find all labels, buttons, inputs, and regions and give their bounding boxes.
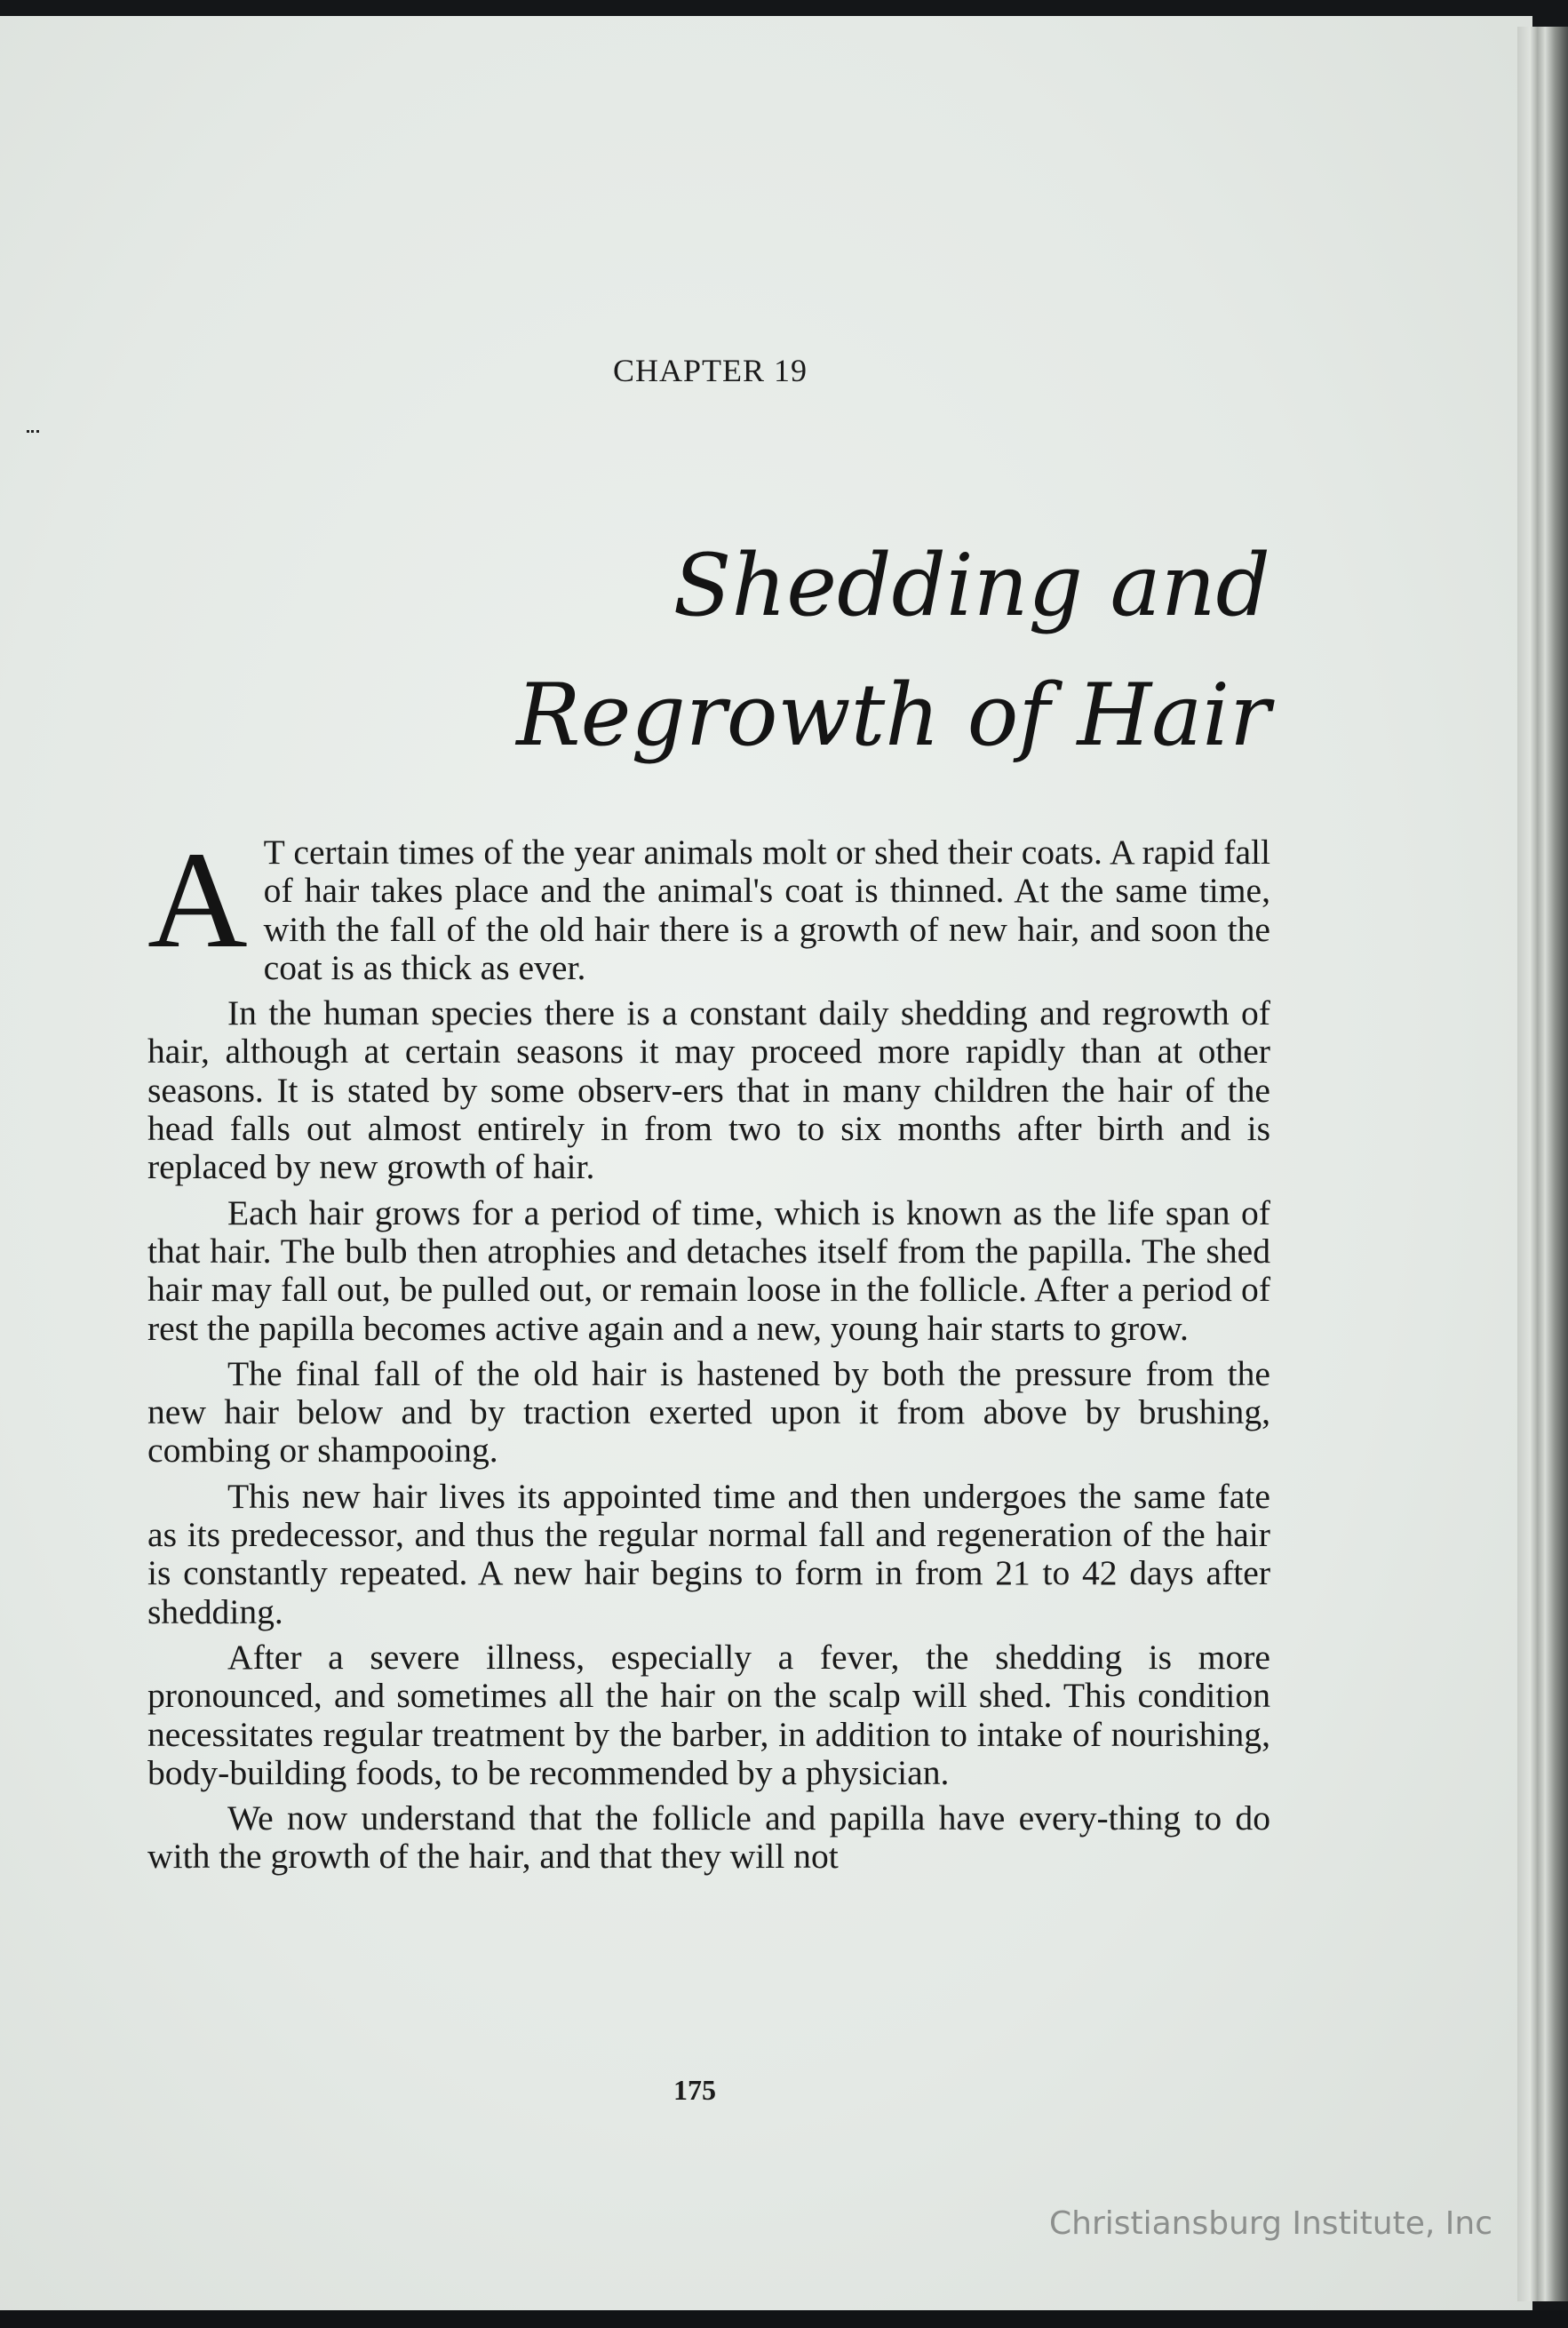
paragraph-5: This new hair lives its appointed time and then undergoes the same fate as its predecessor, and thus the regular normal fall and regeneration of the hair is constantly repeated. A new hair begins to form in from 21 to 42 days after shedding. — [147, 1476, 1270, 1631]
drop-cap: A — [147, 823, 248, 977]
watermark: Christiansburg Institute, Inc — [1048, 2205, 1492, 2242]
chapter-title-line-2: Regrowth of Hair — [516, 666, 1270, 765]
paragraph-2: In the human species there is a constant daily shedding and regrowth of hair, although at certain seasons it may proceed more rapidly than at other seasons. It is stated by some observ-ers that in many children the hair of the head falls out almost entirely in from two to six months after birth and is replaced by new growth of hair. — [147, 993, 1270, 1187]
paragraph-6: After a severe illness, especially a fever, the shedding is more pronounced, and sometimes all the hair on the scalp will shed. This condition necessitates regular treatment by the barber, in addition to intake of nourishing, body-building foods, to be recommended by a physician. — [147, 1637, 1270, 1792]
page-edge-stack — [1517, 27, 1568, 2301]
scan-border — [0, 2310, 1568, 2328]
paragraph-3: Each hair grows for a period of time, which is known as the life span of that hair. The bulb then atrophies and detaches itself from the papilla. The shed hair may fall out, be pulled out, or remain loose in the follicle. After a period of rest the papilla becomes active again and a new, young hair starts to grow. — [147, 1192, 1270, 1348]
page-number: 175 — [673, 2074, 716, 2106]
chapter-label: CHAPTER 19 — [613, 353, 808, 388]
paragraph-4: The final fall of the old hair is hastened by both the pressure from the new hair below and by traction exerted upon it from above by brushing, combing or shampooing. — [147, 1353, 1270, 1471]
chapter-title-line-1: Shedding and — [673, 536, 1270, 635]
paragraph-1 — [147, 823, 1270, 987]
paragraph-1-text: T certain times of the year animals molt or shed their coats. A rapid fall of hair takes place and the animal's coat is thinned. At the same time, with the fall of the old hair there is a growth of new hair, and soon the coat is as thick as ever. — [263, 833, 1270, 987]
margin-speck — [27, 430, 39, 436]
body-text — [147, 823, 1270, 1884]
paragraph-7: We now understand that the follicle and papilla have every-thing to do with the growth of the hair, and that they will not — [147, 1798, 1270, 1877]
chapter-title — [471, 521, 1270, 780]
